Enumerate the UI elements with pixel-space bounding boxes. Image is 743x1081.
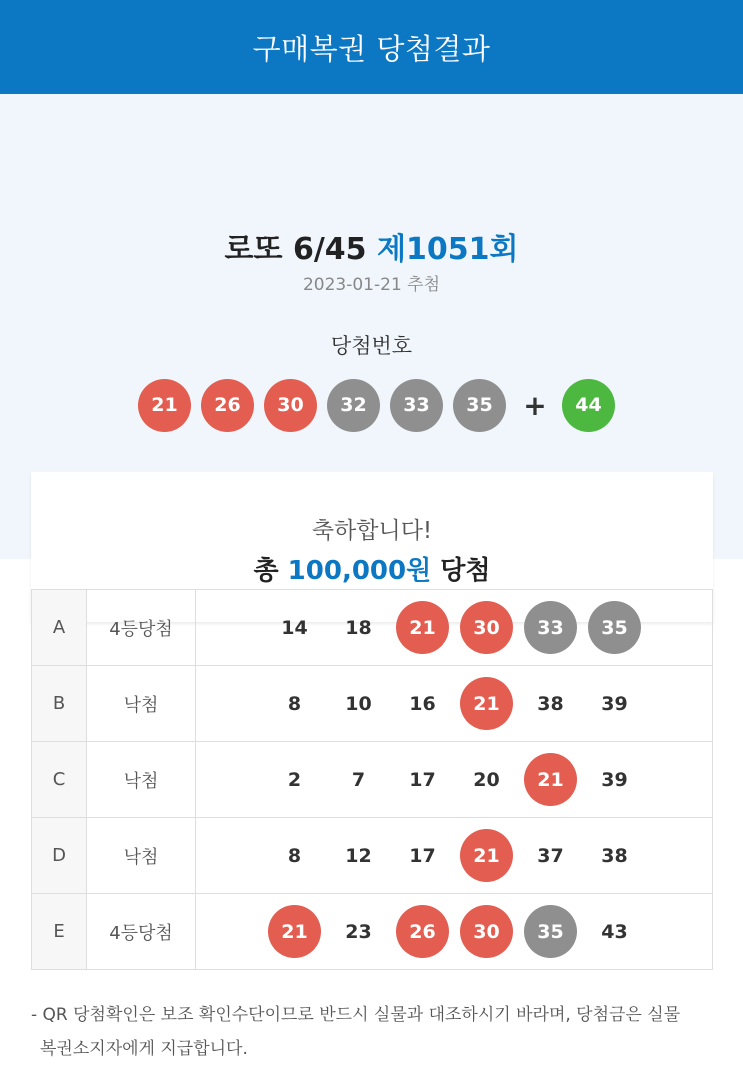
ticket-number: 7 bbox=[351, 768, 366, 791]
plus-icon: + bbox=[523, 388, 547, 422]
notice-text bbox=[31, 998, 721, 1066]
ticket-game-label: E bbox=[32, 894, 87, 970]
ticket-numbers bbox=[196, 894, 713, 970]
ticket-number: 37 bbox=[537, 844, 564, 867]
ticket-number: 39 bbox=[601, 692, 628, 715]
prize-amount: 100,000원 bbox=[287, 556, 432, 586]
ticket-ball-matched: 21 bbox=[460, 677, 513, 730]
winning-ball: 21 bbox=[138, 379, 191, 432]
ticket-number: 38 bbox=[537, 692, 564, 715]
ticket-number: 43 bbox=[601, 920, 628, 943]
ticket-ball-matched: 26 bbox=[396, 905, 449, 958]
ticket-ball-matched: 33 bbox=[524, 601, 577, 654]
ticket-number: 10 bbox=[345, 692, 372, 715]
ticket-number: 38 bbox=[601, 844, 628, 867]
ticket-number: 17 bbox=[409, 844, 436, 867]
ticket-ball-matched: 21 bbox=[396, 601, 449, 654]
ticket-number: 17 bbox=[409, 768, 436, 791]
ticket-table bbox=[31, 589, 713, 970]
round-number: 제1051회 bbox=[376, 232, 519, 267]
winning-ball: 33 bbox=[390, 379, 443, 432]
prize-suffix: 당첨 bbox=[440, 556, 491, 586]
ticket-number: 16 bbox=[409, 692, 436, 715]
ticket-number: 8 bbox=[287, 692, 302, 715]
ticket-game-label: D bbox=[32, 818, 87, 894]
ticket-ball-matched: 21 bbox=[524, 753, 577, 806]
ticket-numbers bbox=[196, 590, 713, 666]
ticket-ball-matched: 21 bbox=[460, 829, 513, 882]
ticket-number: 18 bbox=[345, 616, 372, 639]
notice-line: 복권소지자에게 지급합니다. bbox=[40, 1039, 248, 1059]
notice-line: - QR 당첨확인은 보조 확인수단이므로 반드시 실물과 대조하시기 바라며, 당첨금은 실물 bbox=[31, 1005, 681, 1025]
ticket-number: 23 bbox=[345, 920, 372, 943]
ticket-row bbox=[32, 894, 713, 970]
ticket-result: 낙첨 bbox=[87, 818, 196, 894]
ticket-number: 14 bbox=[281, 616, 308, 639]
ticket-row bbox=[32, 590, 713, 666]
ticket-ball-matched: 30 bbox=[460, 905, 513, 958]
winning-ball: 32 bbox=[327, 379, 380, 432]
draw-date: 2023-01-21 추첨 bbox=[302, 275, 441, 295]
draw-summary bbox=[0, 94, 743, 586]
winning-ball: 26 bbox=[201, 379, 254, 432]
ticket-numbers bbox=[196, 818, 713, 894]
ticket-game-label: B bbox=[32, 666, 87, 742]
congrats-text: 축하합니다! bbox=[311, 518, 433, 544]
winning-ball: 30 bbox=[264, 379, 317, 432]
ticket-ball-matched: 21 bbox=[268, 905, 321, 958]
ticket-ball-matched: 35 bbox=[588, 601, 641, 654]
ticket-row bbox=[32, 666, 713, 742]
ticket-game-label: C bbox=[32, 742, 87, 818]
ticket-row bbox=[32, 742, 713, 818]
ticket-number: 20 bbox=[473, 768, 500, 791]
page-header bbox=[0, 0, 743, 94]
ticket-ball-matched: 30 bbox=[460, 601, 513, 654]
ticket-result: 낙첨 bbox=[87, 666, 196, 742]
ticket-result: 4등당첨 bbox=[87, 894, 196, 970]
winning-numbers bbox=[138, 378, 625, 432]
ticket-game-label: A bbox=[32, 590, 87, 666]
ticket-ball-matched: 35 bbox=[524, 905, 577, 958]
prize-total bbox=[31, 550, 713, 587]
ticket-numbers bbox=[196, 742, 713, 818]
winning-ball: 35 bbox=[453, 379, 506, 432]
game-name: 로또 6/45 bbox=[224, 232, 367, 267]
ticket-number: 8 bbox=[287, 844, 302, 867]
ticket-number: 39 bbox=[601, 768, 628, 791]
prize-prefix: 총 bbox=[253, 556, 279, 586]
round-title bbox=[0, 224, 743, 268]
page-title: 구매복권 당첨결과 bbox=[252, 31, 491, 66]
bonus-ball: 44 bbox=[562, 379, 615, 432]
ticket-result: 4등당첨 bbox=[87, 590, 196, 666]
winning-numbers-label: 당첨번호 bbox=[330, 334, 413, 358]
ticket-row bbox=[32, 818, 713, 894]
ticket-numbers bbox=[196, 666, 713, 742]
ticket-result: 낙첨 bbox=[87, 742, 196, 818]
ticket-number: 2 bbox=[287, 768, 302, 791]
ticket-number: 12 bbox=[345, 844, 372, 867]
